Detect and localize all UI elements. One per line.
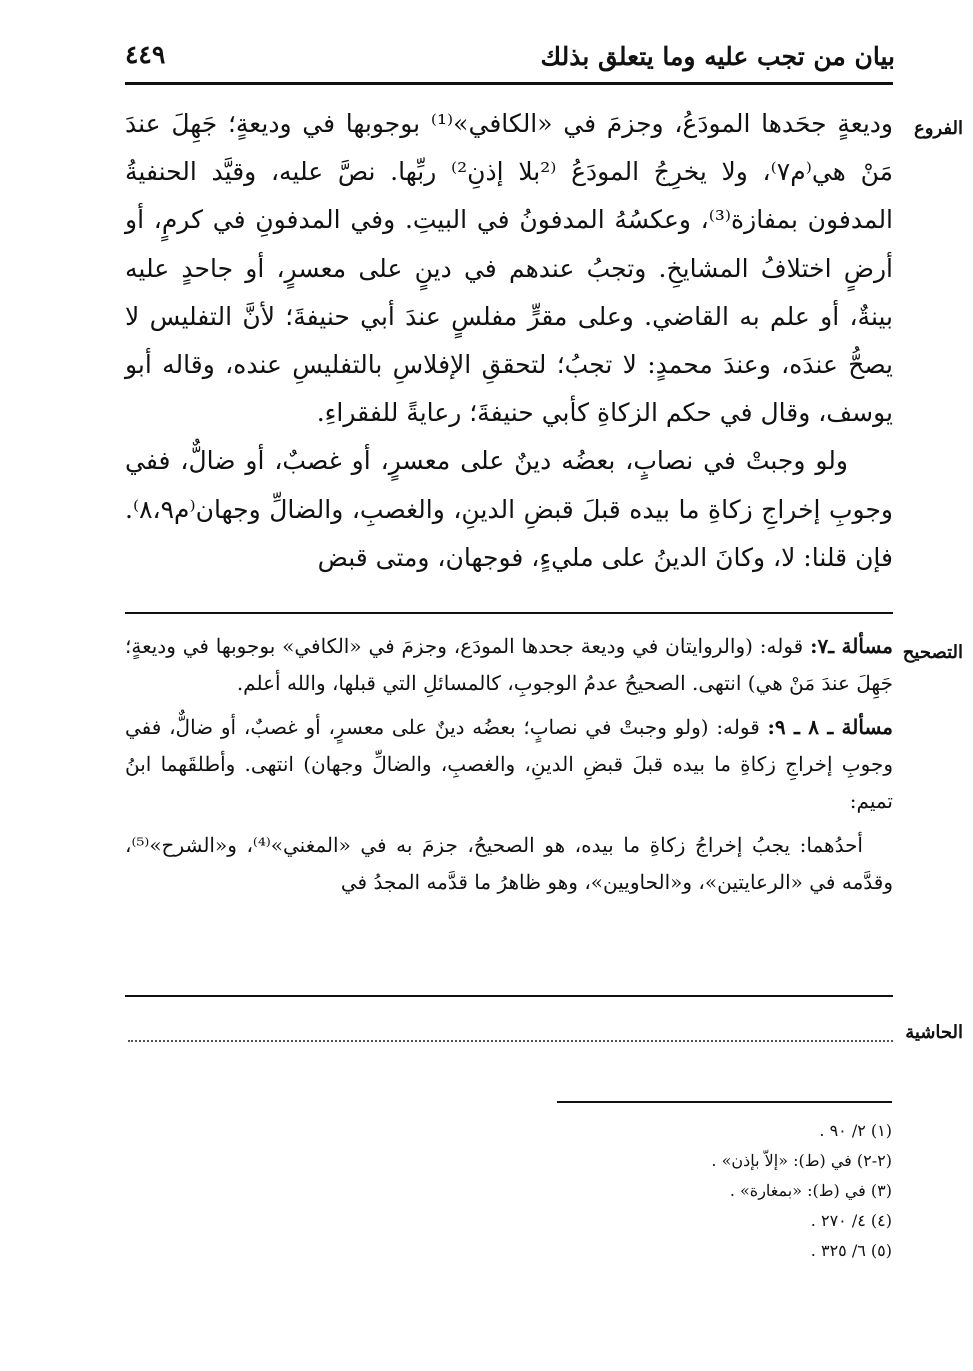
- main-paragraph-2: ولو وجبتْ في نصابٍ، بعضُه دينٌ على معسرٍ، أو غصبٌ، أو ضالٌّ، ففي وجوبِ إخراجِ زكاةِ ما بيده قبلَ قبضِ الدينِ، والغصبِ، والضالِّ وجهان⁽م٨،٩⁾. فإن قلنا: لا، وكانَ الدينُ على مليءٍ، فوجهان، ومتى قبض: [125, 446, 893, 572]
- running-header: [125, 38, 895, 80]
- issue-7-heading: مسألة ـ٧:: [810, 634, 893, 658]
- issue-7-text: قوله: (والروايتان في وديعة جحدها المودَع، وجزمَ في «الكافي» بوجوبها في وديعةٍ؛ جَهِلَ عندَ مَنْ هي) انتهى. الصحيحُ عدمُ الوجوبِ، كالمسائلِ التي قبلها، والله أعلم.: [125, 634, 893, 695]
- main-section-rule: [125, 612, 893, 614]
- footnote-4: (٤) ٤/ ٢٧٠ .: [810, 1211, 892, 1230]
- issue-8-9-heading: مسألة ـ ٨ ـ ٩:: [767, 715, 893, 739]
- issue-7: [125, 628, 893, 702]
- correction-paragraph-3: أحدُهما: يجبُ إخراجُ زكاةِ ما بيده، هو الصحيحُ، جزمَ به في «المغني»⁽⁴⁾، و«الشرح»⁽⁵⁾، وقدَّمه في «الرعايتين»، و«الحاويين»، وهو ظاهرُ ما قدَّمه المجدُ في: [125, 833, 893, 894]
- footnote-2: (٢-٢) في (ط): «إلاّ بإذن» .: [711, 1151, 892, 1170]
- footnote-5: (٥) ٦/ ٣٢٥ .: [810, 1241, 892, 1260]
- correction-section-rule: [125, 995, 893, 997]
- label-furu: الفروع: [914, 118, 963, 139]
- footnote-rule: [557, 1101, 892, 1103]
- correction-section: [125, 628, 893, 908]
- footnote-1: (١) ٢/ ٩٠ .: [819, 1121, 892, 1140]
- issue-8-9: [125, 709, 893, 820]
- hashiya-dotted-line: [128, 1040, 893, 1042]
- footnotes: [500, 1116, 892, 1266]
- label-tashih: التصحيح: [902, 642, 963, 663]
- label-hashiya: الحاشية: [905, 1022, 963, 1043]
- main-text-section: [125, 100, 893, 582]
- header-rule: [125, 82, 893, 85]
- page-number: ٤٤٩: [125, 40, 166, 69]
- footnote-3: (٣) في (ط): «بمغارة» .: [729, 1181, 892, 1200]
- header-title: بيان من تجب عليه وما يتعلق بذلك: [540, 42, 895, 71]
- main-paragraph-1: وديعةٍ جحَدها المودَعُ، وجزمَ في «الكافي»⁽¹⁾ بوجوبها في وديعةٍ؛ جَهِلَ عندَ مَنْ هي⁽م٧⁾، ولا يخرِجُ المودَعُ ⁽²بلا إذنِ²⁾ ربِّها. نصَّ عليه، وقيَّد الحنفيةُ المدفون بمفازة⁽³⁾، وعكسُهُ المدفونُ في البيتِ. وفي المدفونِ في كرمٍ، أو أرضٍ اختلافُ المشايخِ. وتجبُ عندهم في دينٍ على معسرٍ، أو جاحدٍ عليه بينةٌ، أو علم به القاضي. وعلى مقرٍّ مفلسٍ عندَ أبي حنيفةَ؛ لأنَّ التفليس لا يصحُّ عندَه، وعندَ محمدٍ: لا تجبُ؛ لتحققِ الإفلاسِ بالتفليسِ عنده، وقاله أبو يوسف، وقال في حكم الزكاةِ كأبي حنيفةَ؛ رعايةً للفقراءِ.: [125, 109, 894, 428]
- issue-8-9-text: قوله: (ولو وجبتْ في نصابٍ؛ بعضُه دينٌ على معسرٍ، أو غصبٌ، أو ضالٌّ، ففي وجوبِ إخراجِ زكاةِ ما بيده قبلَ قبضِ الدينِ، والغصبِ، والضالِّ وجهان) انتهى. وأطلقَهما ابنُ تميم:: [125, 715, 893, 813]
